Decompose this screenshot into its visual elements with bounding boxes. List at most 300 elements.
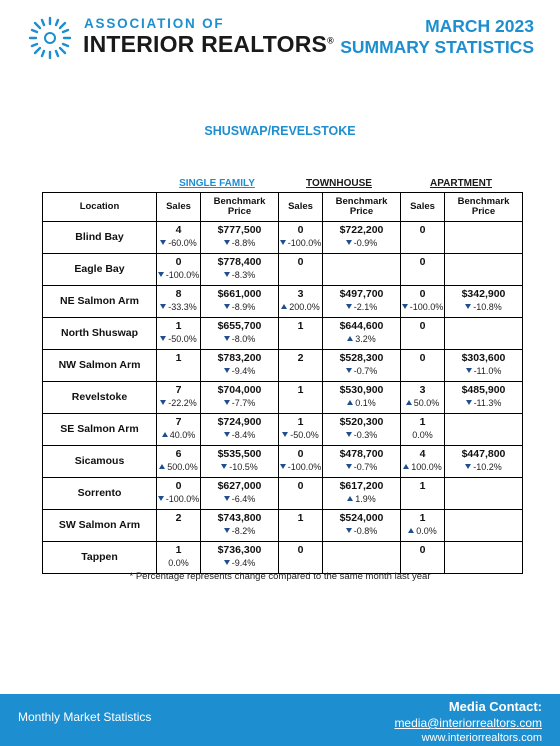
- sf-sales-cell: [157, 254, 201, 286]
- arrow-down-icon: [160, 400, 166, 405]
- website-link[interactable]: www.interiorrealtors.com: [421, 732, 542, 744]
- header-th-benchmark: Benchmark Price: [323, 193, 401, 222]
- location-cell: SW Salmon Arm: [43, 510, 157, 542]
- th-sales-change: [279, 430, 322, 440]
- ap-sales-cell: [401, 350, 445, 382]
- ap-sales-value: 0: [419, 288, 426, 300]
- arrow-up-icon: [403, 464, 409, 469]
- group-townhouse: TOWNHOUSE: [306, 178, 372, 189]
- property-type-header-row: [42, 178, 522, 192]
- arrow-down-icon: [346, 368, 352, 373]
- arrow-down-icon: [402, 304, 408, 309]
- ap-benchmark-value: $342,900: [461, 288, 506, 300]
- ap-benchmark-change-text: -10.2%: [473, 462, 502, 472]
- th-benchmark-change: [323, 238, 400, 248]
- sf-sales-change-text: -60.0%: [168, 238, 197, 248]
- sf-sales-value: 7: [175, 384, 182, 396]
- th-sales-value: 0: [297, 448, 304, 460]
- sf-benchmark-cell: [201, 510, 279, 542]
- th-benchmark-cell: [323, 350, 401, 382]
- th-sales-cell: [279, 382, 323, 414]
- header-ap-sales: Sales: [401, 193, 445, 222]
- sf-benchmark-change-text: -8.8%: [231, 238, 256, 248]
- th-benchmark-value: $644,600: [339, 320, 384, 332]
- arrow-down-icon: [160, 240, 166, 245]
- sf-sales-change: [157, 462, 200, 472]
- sf-sales-change: [157, 398, 200, 408]
- th-benchmark-change: [323, 526, 400, 536]
- ap-benchmark-cell: [445, 350, 523, 382]
- sf-sales-value: 1: [175, 352, 182, 364]
- th-sales-cell: [279, 478, 323, 510]
- sf-sales-change: [157, 238, 200, 248]
- th-sales-value: 0: [297, 224, 304, 236]
- sf-benchmark-cell: [201, 478, 279, 510]
- th-benchmark-value: $524,000: [339, 512, 384, 524]
- location-cell: NE Salmon Arm: [43, 286, 157, 318]
- th-sales-change-text: 200.0%: [289, 302, 320, 312]
- statistics-table: [42, 192, 523, 574]
- header-location: Location: [43, 193, 157, 222]
- sf-benchmark-value: $704,000: [217, 384, 262, 396]
- sf-sales-value: 6: [175, 448, 182, 460]
- sf-sales-value: 8: [175, 288, 182, 300]
- sf-benchmark-cell: [201, 254, 279, 286]
- header-ap-benchmark: Benchmark Price: [445, 193, 523, 222]
- th-benchmark-change: [323, 398, 400, 408]
- ap-benchmark-cell: [445, 478, 523, 510]
- th-sales-cell: [279, 414, 323, 446]
- th-benchmark-value: $530,900: [339, 384, 384, 396]
- footnote: * Percentage represents change compared to the same month last year: [129, 571, 431, 582]
- th-sales-cell: [279, 318, 323, 350]
- ap-sales-value: 0: [419, 320, 426, 332]
- arrow-down-icon: [160, 336, 166, 341]
- ap-benchmark-cell: [445, 254, 523, 286]
- sf-benchmark-change: [201, 462, 278, 472]
- ap-benchmark-cell: [445, 446, 523, 478]
- sf-benchmark-change: [201, 366, 278, 376]
- sf-benchmark-change-text: -8.9%: [231, 302, 256, 312]
- th-sales-value: 1: [297, 320, 304, 332]
- th-benchmark-change-text: 0.1%: [355, 398, 376, 408]
- ap-sales-value: 0: [419, 352, 426, 364]
- th-sales-change-text: -50.0%: [290, 430, 319, 440]
- ap-benchmark-value: $303,600: [461, 352, 506, 364]
- th-sales-cell: [279, 350, 323, 382]
- ap-sales-value: 1: [419, 512, 426, 524]
- th-benchmark-cell: [323, 382, 401, 414]
- sf-sales-value: 1: [175, 544, 182, 556]
- arrow-up-icon: [347, 336, 353, 341]
- th-sales-cell: [279, 286, 323, 318]
- sf-benchmark-value: $535,500: [217, 448, 262, 460]
- ap-benchmark-cell: [445, 510, 523, 542]
- arrow-down-icon: [280, 464, 286, 469]
- sf-sales-change-text: -33.3%: [168, 302, 197, 312]
- th-sales-change: [279, 462, 322, 472]
- arrow-down-icon: [224, 560, 230, 565]
- ap-benchmark-cell: [445, 414, 523, 446]
- location-cell: Revelstoke: [43, 382, 157, 414]
- arrow-down-icon: [221, 464, 227, 469]
- sf-sales-cell: [157, 382, 201, 414]
- ap-sales-cell: [401, 446, 445, 478]
- sf-benchmark-change-text: -6.4%: [231, 494, 256, 504]
- th-benchmark-change-text: -0.7%: [353, 462, 378, 472]
- arrow-down-icon: [224, 272, 230, 277]
- header-sf-benchmark: Benchmark Price: [201, 193, 279, 222]
- sf-sales-cell: [157, 222, 201, 254]
- sf-benchmark-value: $736,300: [217, 544, 262, 556]
- sf-benchmark-change: [201, 430, 278, 440]
- header-sf-sales: Sales: [157, 193, 201, 222]
- sf-benchmark-value: $627,000: [217, 480, 262, 492]
- arrow-down-icon: [465, 304, 471, 309]
- sf-benchmark-cell: [201, 542, 279, 574]
- arrow-down-icon: [346, 240, 352, 245]
- sf-sales-change: [157, 270, 200, 280]
- th-sales-value: 1: [297, 416, 304, 428]
- logo-interior-realtors-text: INTERIOR REALTORS®: [83, 31, 334, 57]
- arrow-down-icon: [158, 496, 164, 501]
- th-benchmark-value: $497,700: [339, 288, 384, 300]
- sf-sales-cell: [157, 286, 201, 318]
- arrow-down-icon: [160, 304, 166, 309]
- sf-benchmark-change: [201, 494, 278, 504]
- arrow-up-icon: [281, 304, 287, 309]
- sf-sales-change-text: -50.0%: [168, 334, 197, 344]
- arrow-down-icon: [224, 528, 230, 533]
- sf-benchmark-change: [201, 398, 278, 408]
- sf-benchmark-change-text: -9.4%: [231, 558, 256, 568]
- sf-sales-cell: [157, 510, 201, 542]
- ap-benchmark-change-text: -11.0%: [473, 366, 502, 376]
- sf-sales-change-text: 500.0%: [167, 462, 198, 472]
- ap-benchmark-change: [445, 462, 522, 472]
- th-sales-cell: [279, 542, 323, 574]
- sf-benchmark-cell: [201, 414, 279, 446]
- region-title: SHUSWAP/REVELSTOKE: [204, 124, 356, 138]
- ap-sales-value: 3: [419, 384, 426, 396]
- ap-benchmark-cell: [445, 542, 523, 574]
- header-th-sales: Sales: [279, 193, 323, 222]
- location-cell: Blind Bay: [43, 222, 157, 254]
- th-benchmark-change: [323, 366, 400, 376]
- arrow-down-icon: [346, 528, 352, 533]
- th-benchmark-cell: [323, 222, 401, 254]
- media-contact-title: Media Contact:: [448, 699, 542, 714]
- report-title: [340, 16, 534, 58]
- sf-benchmark-change-text: -10.5%: [229, 462, 258, 472]
- th-benchmark-cell: [323, 446, 401, 478]
- sf-sales-cell: [157, 350, 201, 382]
- th-benchmark-change: [323, 462, 400, 472]
- sf-benchmark-change: [201, 526, 278, 536]
- table-row: [43, 414, 523, 446]
- th-benchmark-change: [323, 334, 400, 344]
- th-sales-cell: [279, 446, 323, 478]
- sf-sales-change-text: 40.0%: [169, 430, 196, 440]
- sf-benchmark-change-text: -8.0%: [231, 334, 256, 344]
- footer-bar: [0, 694, 560, 746]
- th-benchmark-change-text: -0.9%: [353, 238, 378, 248]
- sf-benchmark-value: $778,400: [217, 256, 262, 268]
- sf-benchmark-change: [201, 302, 278, 312]
- ap-sales-cell: [401, 286, 445, 318]
- th-benchmark-change-text: -0.7%: [353, 366, 378, 376]
- sf-sales-cell: [157, 318, 201, 350]
- ap-sales-value: 0: [419, 544, 426, 556]
- arrow-down-icon: [282, 432, 288, 437]
- sf-sales-value: 7: [175, 416, 182, 428]
- location-cell: North Shuswap: [43, 318, 157, 350]
- arrow-down-icon: [224, 400, 230, 405]
- ap-sales-change: [401, 462, 444, 472]
- sf-benchmark-change-text: -8.4%: [231, 430, 256, 440]
- ap-benchmark-value: $447,800: [461, 448, 506, 460]
- location-cell: Sorrento: [43, 478, 157, 510]
- arrow-down-icon: [224, 368, 230, 373]
- location-cell: Sicamous: [43, 446, 157, 478]
- th-benchmark-change: [323, 430, 400, 440]
- sf-sales-value: 0: [175, 480, 182, 492]
- ap-sales-change-text: 100.0%: [411, 462, 442, 472]
- th-sales-value: 0: [297, 256, 304, 268]
- ap-benchmark-change-text: -11.3%: [473, 398, 502, 408]
- arrow-down-icon: [466, 400, 472, 405]
- ap-sales-value: 0: [419, 224, 426, 236]
- report-month: MARCH 2023: [425, 16, 534, 36]
- sf-benchmark-value: $655,700: [217, 320, 262, 332]
- table-row: [43, 222, 523, 254]
- th-sales-value: 1: [297, 512, 304, 524]
- footer-publication-name: Monthly Market Statistics: [18, 710, 152, 724]
- ap-benchmark-change: [445, 398, 522, 408]
- th-sales-value: 3: [297, 288, 304, 300]
- logo-association-text: ASSOCIATION OF: [84, 16, 225, 31]
- ap-sales-cell: [401, 222, 445, 254]
- sf-benchmark-change-text: -8.3%: [231, 270, 256, 280]
- ap-benchmark-cell: [445, 382, 523, 414]
- arrow-down-icon: [224, 432, 230, 437]
- ap-sales-cell: [401, 318, 445, 350]
- th-benchmark-change: [323, 494, 400, 504]
- arrow-up-icon: [159, 464, 165, 469]
- ap-sales-cell: [401, 478, 445, 510]
- group-spacer: [42, 178, 156, 192]
- th-sales-value: 0: [297, 544, 304, 556]
- table-row: [43, 446, 523, 478]
- th-benchmark-change-text: 1.9%: [355, 494, 376, 504]
- th-benchmark-cell: [323, 478, 401, 510]
- th-benchmark-change-text: -2.1%: [353, 302, 378, 312]
- ap-benchmark-cell: [445, 318, 523, 350]
- ap-sales-cell: [401, 510, 445, 542]
- table-row: [43, 318, 523, 350]
- location-cell: Eagle Bay: [43, 254, 157, 286]
- sf-benchmark-change-text: -7.7%: [231, 398, 256, 408]
- association-logo: [24, 14, 344, 58]
- sf-sales-cell: [157, 446, 201, 478]
- location-cell: NW Salmon Arm: [43, 350, 157, 382]
- arrow-down-icon: [280, 240, 286, 245]
- arrow-down-icon: [224, 496, 230, 501]
- th-sales-value: 1: [297, 384, 304, 396]
- th-benchmark-change-text: 3.2%: [355, 334, 376, 344]
- ap-sales-cell: [401, 254, 445, 286]
- table-row: [43, 382, 523, 414]
- group-single-family: SINGLE FAMILY: [179, 178, 255, 189]
- arrow-up-icon: [162, 432, 168, 437]
- sf-benchmark-value: $783,200: [217, 352, 262, 364]
- th-sales-cell: [279, 222, 323, 254]
- arrow-up-icon: [347, 400, 353, 405]
- location-cell: Tappen: [43, 542, 157, 574]
- th-benchmark-value: $528,300: [339, 352, 384, 364]
- ap-sales-value: 0: [419, 256, 426, 268]
- sf-benchmark-change: [201, 238, 278, 248]
- arrow-down-icon: [346, 304, 352, 309]
- th-benchmark-value: $722,200: [339, 224, 384, 236]
- arrow-down-icon: [158, 272, 164, 277]
- th-benchmark-change-text: -0.8%: [353, 526, 378, 536]
- arrow-up-icon: [347, 496, 353, 501]
- statistics-table-body: [43, 222, 523, 574]
- ap-benchmark-change: [445, 366, 522, 376]
- media-contact-email-link[interactable]: media@interiorrealtors.com: [394, 716, 542, 730]
- ap-sales-cell: [401, 414, 445, 446]
- ap-sales-change-text: 0.0%: [412, 430, 433, 440]
- sf-sales-change-text: -100.0%: [165, 494, 200, 504]
- th-benchmark-value: $520,300: [339, 416, 384, 428]
- ap-sales-cell: [401, 382, 445, 414]
- sf-benchmark-cell: [201, 318, 279, 350]
- location-cell: SE Salmon Arm: [43, 414, 157, 446]
- th-benchmark-cell: [323, 286, 401, 318]
- th-sales-change-text: -100.0%: [287, 238, 322, 248]
- th-benchmark-change-text: -0.3%: [353, 430, 378, 440]
- th-sales-change: [279, 238, 322, 248]
- sf-benchmark-change-text: -9.4%: [231, 366, 256, 376]
- logo-burst-icon: [28, 16, 72, 60]
- sf-benchmark-cell: [201, 350, 279, 382]
- arrow-down-icon: [224, 336, 230, 341]
- ap-benchmark-change-text: -10.8%: [473, 302, 502, 312]
- ap-benchmark-change: [445, 302, 522, 312]
- sf-sales-change-text: -22.2%: [168, 398, 197, 408]
- table-row: [43, 350, 523, 382]
- sf-sales-cell: [157, 542, 201, 574]
- th-sales-change-text: -100.0%: [287, 462, 322, 472]
- table-row: [43, 510, 523, 542]
- arrow-down-icon: [346, 432, 352, 437]
- ap-sales-change-text: 0.0%: [416, 526, 437, 536]
- ap-sales-change: [401, 430, 444, 440]
- sf-sales-change: [157, 494, 200, 504]
- th-benchmark-cell: [323, 254, 401, 286]
- sf-benchmark-value: $724,900: [217, 416, 262, 428]
- ap-sales-change-text: -100.0%: [409, 302, 444, 312]
- arrow-up-icon: [408, 528, 414, 533]
- th-benchmark-value: $617,200: [339, 480, 384, 492]
- column-header-row: [43, 193, 523, 222]
- sf-benchmark-change-text: -8.2%: [231, 526, 256, 536]
- arrow-up-icon: [406, 400, 412, 405]
- sf-sales-value: 1: [175, 320, 182, 332]
- arrow-down-icon: [346, 464, 352, 469]
- table-row: [43, 542, 523, 574]
- sf-sales-change: [157, 558, 200, 568]
- sf-benchmark-cell: [201, 286, 279, 318]
- arrow-down-icon: [465, 464, 471, 469]
- th-benchmark-cell: [323, 542, 401, 574]
- th-benchmark-value: $478,700: [339, 448, 384, 460]
- th-sales-value: 2: [297, 352, 304, 364]
- sf-sales-change-text: -100.0%: [165, 270, 200, 280]
- table-row: [43, 254, 523, 286]
- sf-sales-change-text: 0.0%: [168, 558, 189, 568]
- footer-contact: [394, 699, 542, 744]
- table-row: [43, 478, 523, 510]
- sf-benchmark-value: $743,800: [217, 512, 262, 524]
- ap-sales-change: [401, 398, 444, 408]
- sf-sales-change: [157, 302, 200, 312]
- ap-sales-value: 4: [419, 448, 426, 460]
- sf-benchmark-change: [201, 334, 278, 344]
- table-row: [43, 286, 523, 318]
- sf-sales-value: 4: [175, 224, 182, 236]
- sf-benchmark-cell: [201, 446, 279, 478]
- ap-sales-value: 1: [419, 416, 426, 428]
- arrow-down-icon: [224, 240, 230, 245]
- sf-sales-cell: [157, 414, 201, 446]
- ap-benchmark-cell: [445, 222, 523, 254]
- sf-sales-change: [157, 334, 200, 344]
- group-apartment: APARTMENT: [429, 178, 493, 189]
- ap-sales-cell: [401, 542, 445, 574]
- th-benchmark-cell: [323, 510, 401, 542]
- sf-benchmark-value: $661,000: [217, 288, 262, 300]
- th-benchmark-change: [323, 302, 400, 312]
- sf-benchmark-change: [201, 558, 278, 568]
- ap-sales-change-text: 50.0%: [413, 398, 440, 408]
- arrow-down-icon: [224, 304, 230, 309]
- th-sales-cell: [279, 510, 323, 542]
- sf-sales-cell: [157, 478, 201, 510]
- arrow-down-icon: [466, 368, 472, 373]
- ap-sales-change: [401, 302, 444, 312]
- sf-benchmark-change: [201, 270, 278, 280]
- sf-benchmark-value: $777,500: [217, 224, 262, 236]
- th-sales-value: 0: [297, 480, 304, 492]
- ap-sales-change: [401, 526, 444, 536]
- th-benchmark-cell: [323, 414, 401, 446]
- sf-benchmark-cell: [201, 382, 279, 414]
- th-benchmark-cell: [323, 318, 401, 350]
- ap-benchmark-value: $485,900: [461, 384, 506, 396]
- sf-sales-value: 0: [175, 256, 182, 268]
- ap-benchmark-cell: [445, 286, 523, 318]
- ap-sales-value: 1: [419, 480, 426, 492]
- sf-sales-value: 2: [175, 512, 182, 524]
- statistics-table-container: [42, 178, 522, 574]
- sf-benchmark-cell: [201, 222, 279, 254]
- sf-sales-change: [157, 430, 200, 440]
- report-subtitle: SUMMARY STATISTICS: [340, 37, 534, 57]
- th-sales-change: [279, 302, 322, 312]
- th-sales-cell: [279, 254, 323, 286]
